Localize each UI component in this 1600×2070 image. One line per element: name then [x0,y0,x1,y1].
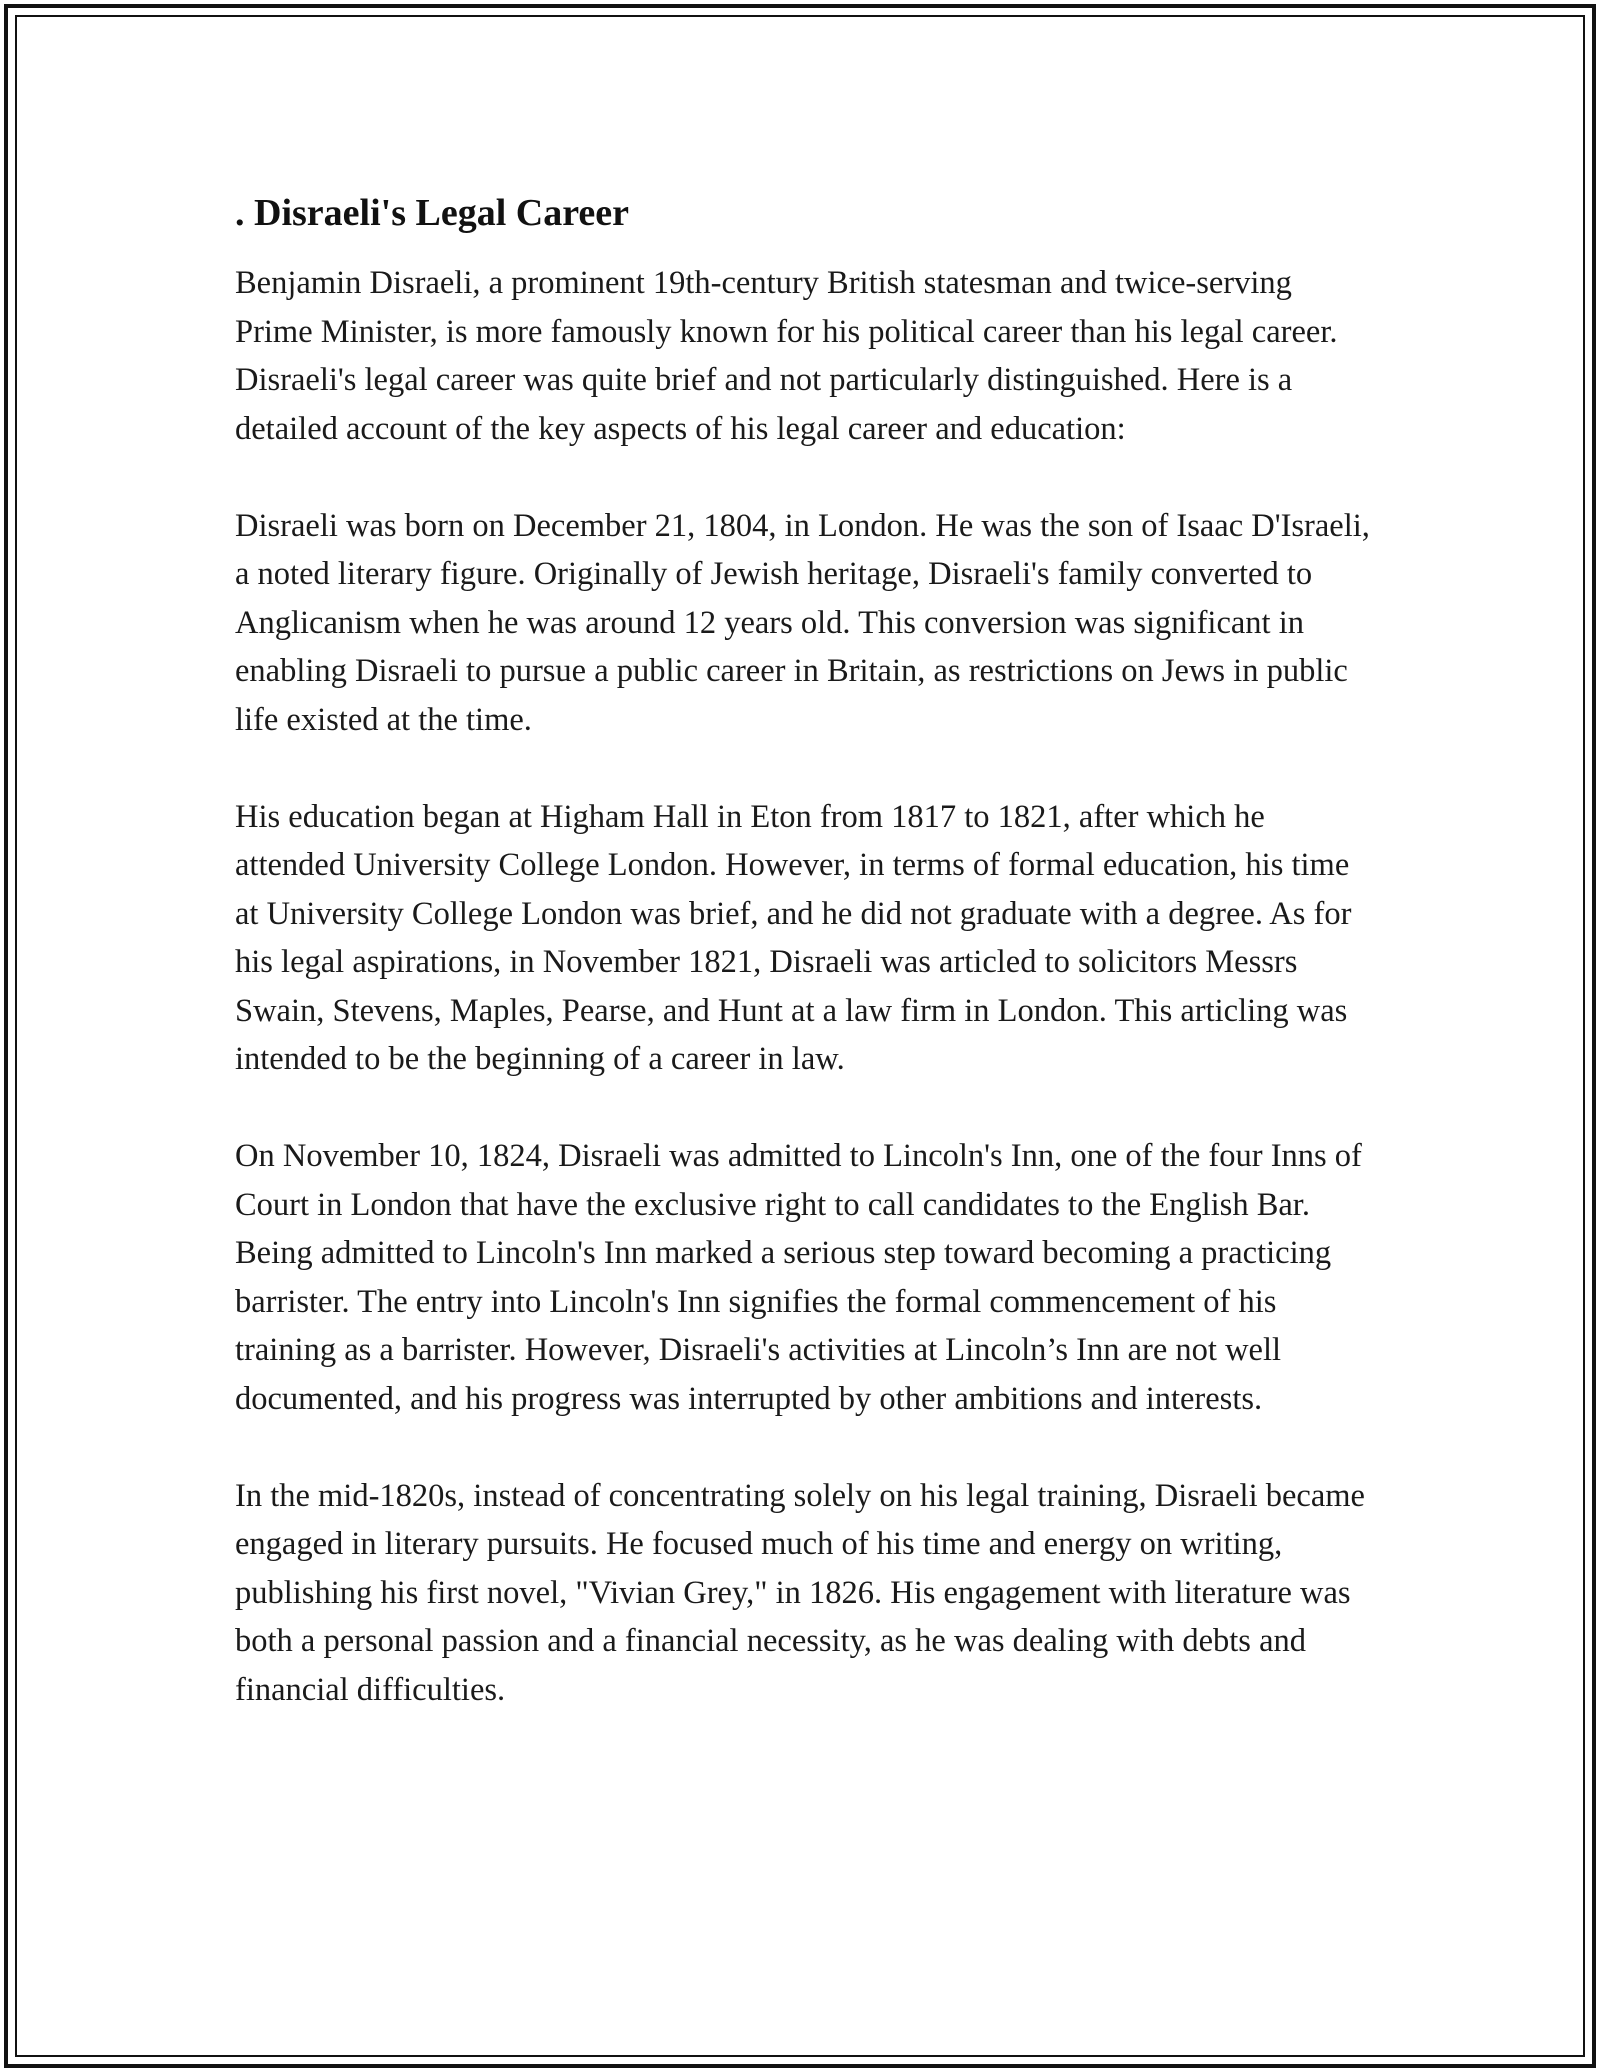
paragraph-education: His education began at Higham Hall in Eton from 1817 to 1821, after which he attended University College London. However, in terms of formal education, his time at University College London was brief, and he did not graduate with a degree. As for his legal aspirations, in November 1821, Disraeli was articled to solicitors Messrs Swain, Stevens, Maples, Pearse, and Hunt at a law firm in London. This articling was intended to be the beginning of a career in law. [235,798,1352,1077]
document-body [235,187,1375,1763]
paragraph-early-life: Disraeli was born on December 21, 1804, in London. He was the son of Isaac D'Israeli, a noted literary figure. Originally of Jewish heritage, Disraeli's family converted to Anglicanism when he was around 12 years old. This conversion was significant in enabling Disraeli to pursue a public career in Britain, as restrictions on Jews in public life existed at the time. [235,507,1370,738]
paragraph-lincolns-inn: On November 10, 1824, Disraeli was admitted to Lincoln's Inn, one of the four Inns of Court in London that have the exclusive right to call candidates to the English Bar. Being admitted to Lincoln's Inn marked a serious step toward becoming a practicing barrister. The entry into Lincoln's Inn signifies the formal commencement of his training as a barrister. However, Disraeli's activities at Lincoln’s Inn are not well documented, and his progress was interrupted by other ambitions and interests. [235,1138,1362,1417]
document-title: . Disraeli's Legal Career [235,192,629,234]
paragraph-intro: Benjamin Disraeli, a prominent 19th-century British statesman and twice-serving Prime Minister, is more famously known for his political career than his legal career. Disraeli's legal career was quite brief and not particularly distinguished. Here is a detailed account of the key aspects of his legal career and education: [235,265,1338,447]
paragraph-literary-pursuits: In the mid-1820s, instead of concentrating solely on his legal training, Disraeli became engaged in literary pursuits. He focused much of his time and energy on writing, publishing his first novel, "Vivian Grey," in 1826. His engagement with literature was both a personal passion and a financial necessity, as he was dealing with debts and financial difficulties. [235,1477,1365,1708]
